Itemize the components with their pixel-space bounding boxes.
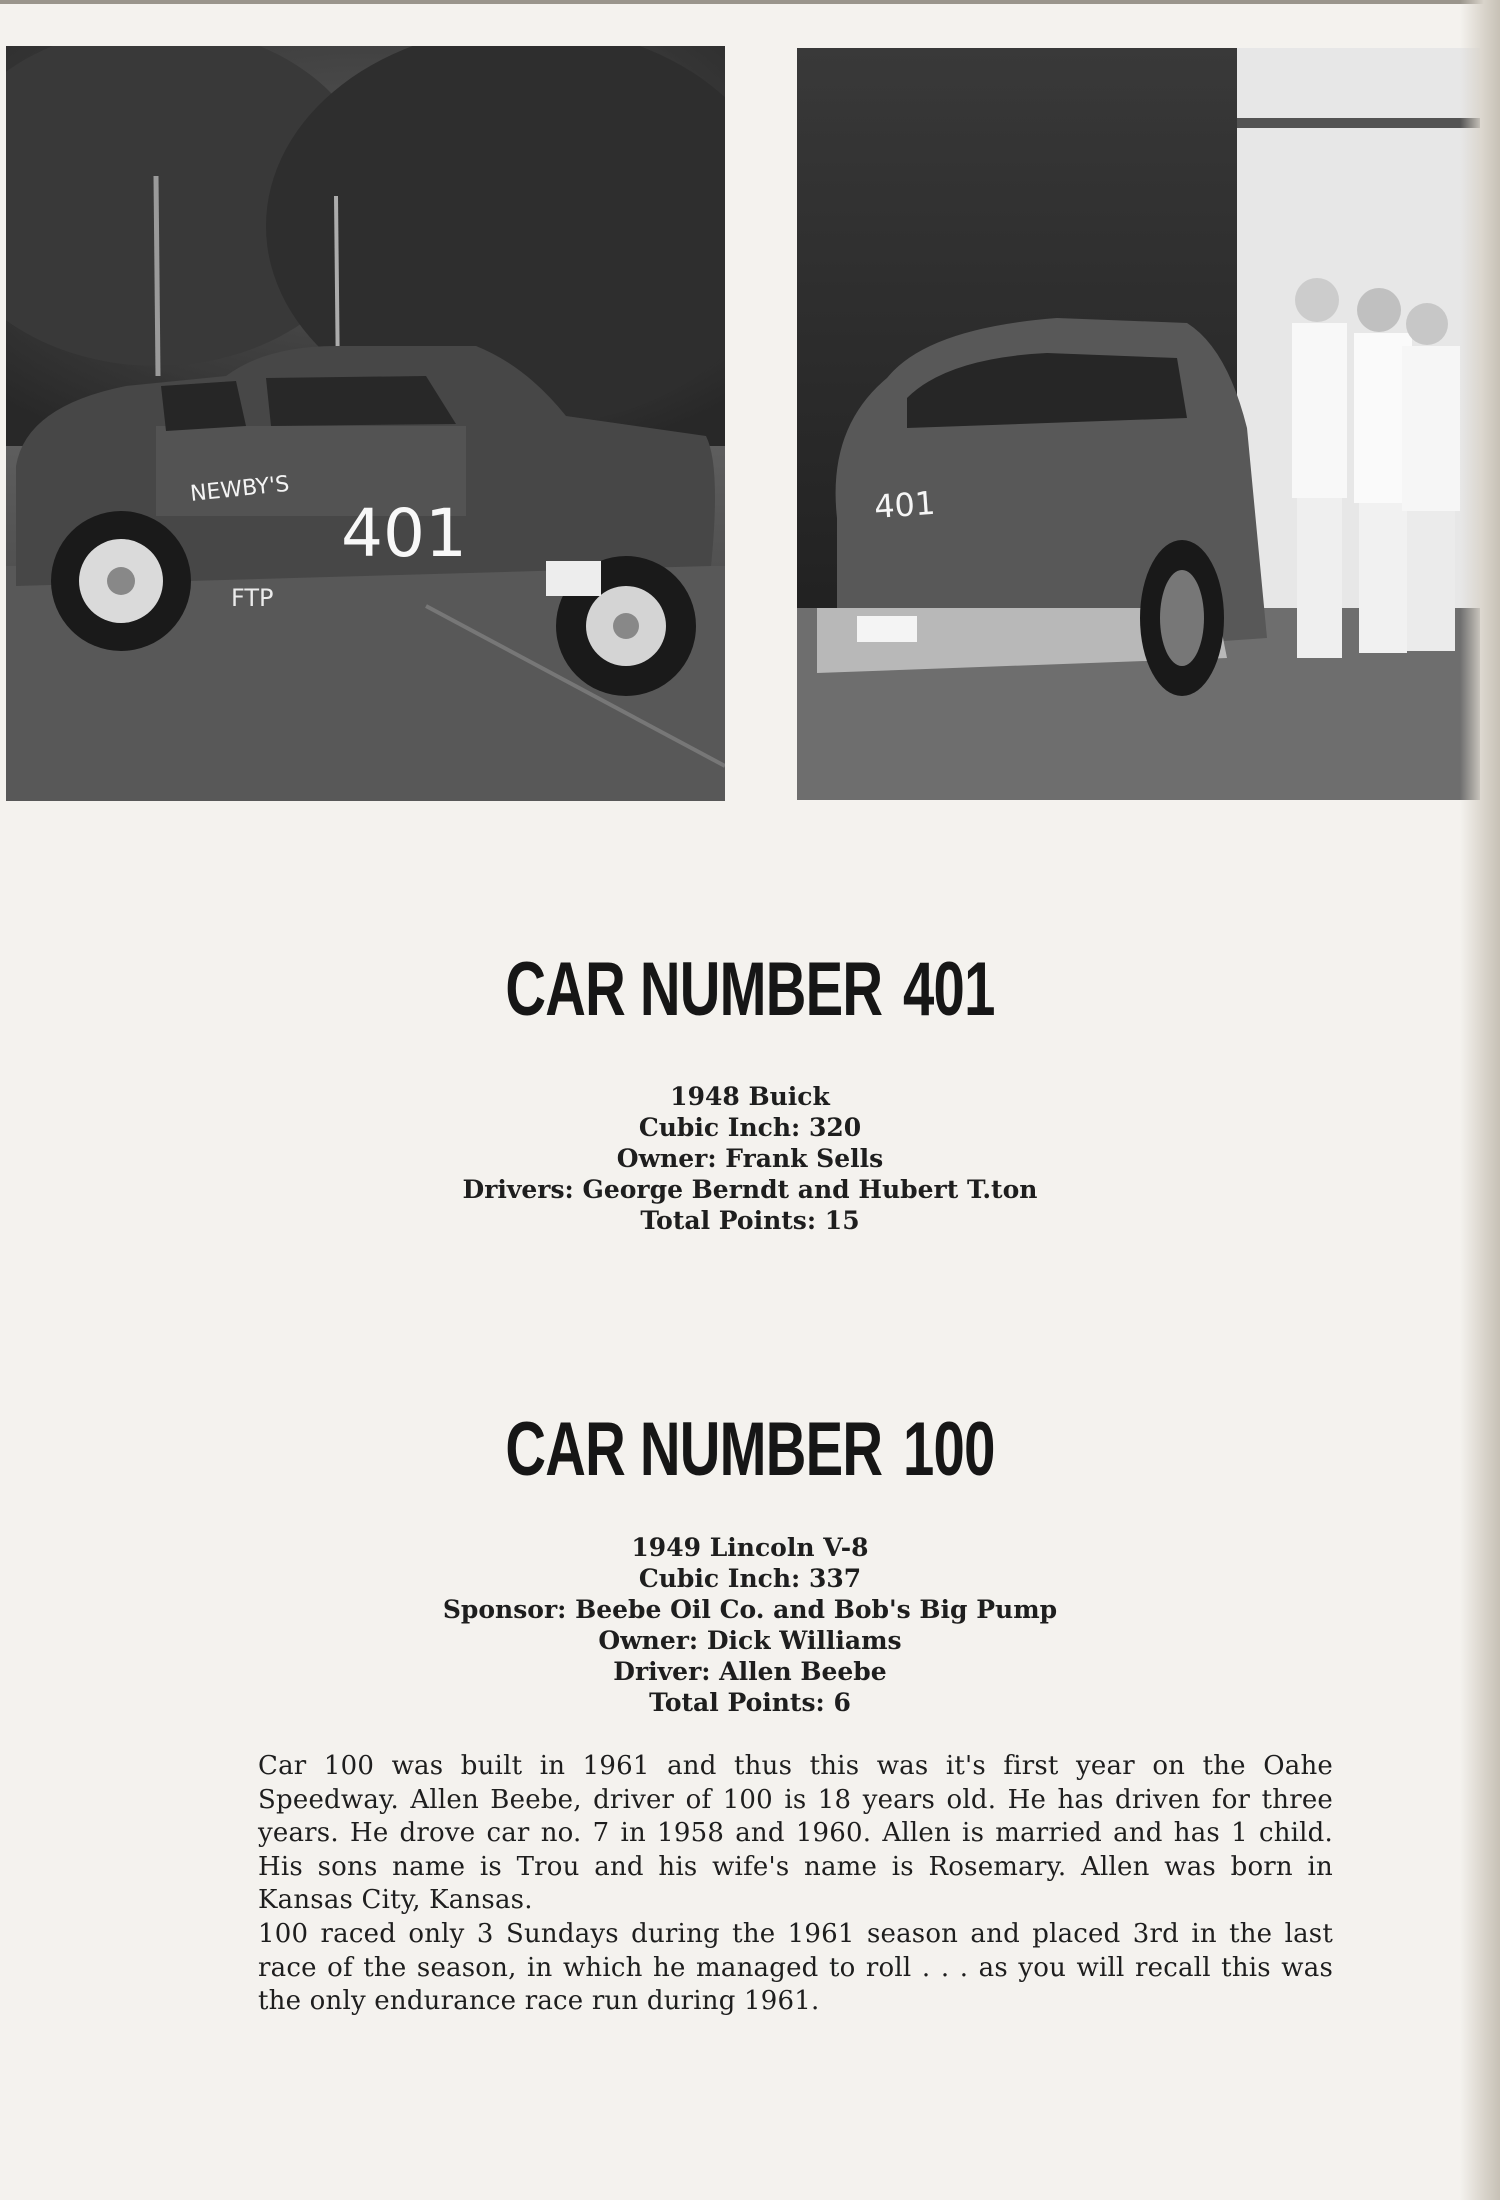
car-100-owner: Owner: Dick Williams (598, 1626, 902, 1655)
car-401-make: 1948 Buick (670, 1082, 830, 1111)
car-100-heading (195, 1406, 1305, 1493)
car-100-cubic-inch: Cubic Inch: 337 (638, 1564, 862, 1593)
car-100-driver: Driver: Allen Beebe (613, 1657, 887, 1686)
car-100-season-paragraph (258, 1918, 1333, 2019)
page-top-edge (0, 0, 1500, 4)
car-100-bio-paragraph (258, 1750, 1333, 1918)
painted-sign-ftp: FTP (231, 584, 274, 612)
painted-car-number-401: 401 (341, 495, 467, 572)
car-100-make: 1949 Lincoln V-8 (631, 1533, 869, 1562)
car-100-total-points: Total Points: 6 (649, 1688, 851, 1717)
page-binding-edge (1460, 0, 1500, 2200)
car-100-heading-label: CAR NUMBER (505, 1407, 883, 1492)
car-401-cubic-inch: Cubic Inch: 320 (638, 1113, 862, 1142)
car-100-heading-number: 100 (902, 1407, 995, 1492)
car-100-paragraph-1: Car 100 was built in 1961 and thus this was it's first year on the Oahe Speedway. Allen Beebe, driver of 100 is 18 years old. He has driven for three years. He drove car no. 7 in 1958 and 1960. Allen is married and has 1 child. His sons name is Trou and his wife's name is Rosemary. Allen was born in Kansas City, Kansas. (258, 1751, 1333, 1915)
car-401-specs (0, 1081, 1500, 1236)
car-401-owner: Owner: Frank Sells (616, 1144, 884, 1173)
car-100-paragraph-2: 100 raced only 3 Sundays during the 1961 season and placed 3rd in the last race of the season, in which he managed to roll . . . as you will recall this was the only endurance race run during 1961. (258, 1919, 1333, 2016)
car-401-rear-photo (797, 48, 1480, 800)
car-401-heading-number: 401 (902, 947, 995, 1032)
car-401-total-points: Total Points: 15 (640, 1206, 860, 1235)
car-401-side-photo (6, 46, 725, 801)
car-100-specs (0, 1532, 1500, 1718)
painted-car-number-401-rear: 401 (872, 483, 937, 526)
car-100-sponsor: Sponsor: Beebe Oil Co. and Bob's Big Pump (442, 1595, 1058, 1624)
painted-sign-newbys: NEWBY'S (189, 471, 291, 507)
car-401-heading-label: CAR NUMBER (505, 947, 883, 1032)
car-401-heading (195, 946, 1305, 1033)
car-401-drivers: Drivers: George Berndt and Hubert T.ton (462, 1175, 1038, 1204)
